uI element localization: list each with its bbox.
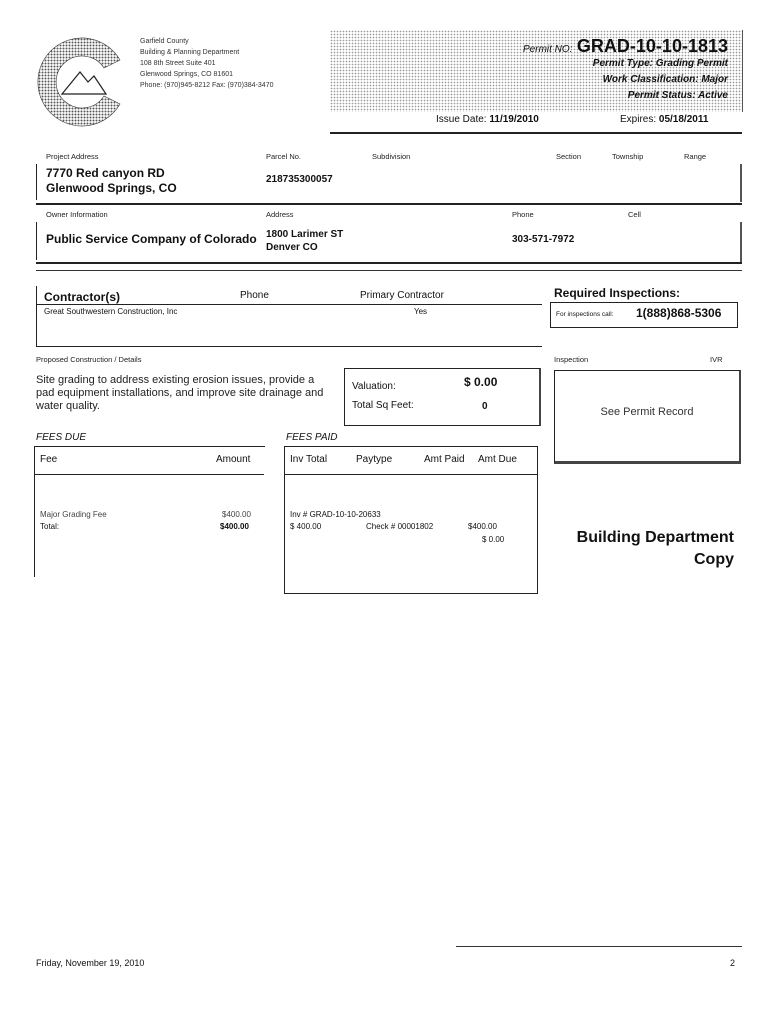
owner-divider [36, 262, 742, 264]
expires [620, 114, 708, 125]
fees-paid-box [284, 446, 538, 594]
org-phone: Phone: (970)945-8212 Fax: (970)384-3470 [140, 82, 274, 89]
permit-type: Permit Type: Grading Permit [592, 58, 728, 69]
owner-address-line1: 1800 Larimer ST [266, 229, 344, 240]
owner-phone: 303-571-7972 [512, 234, 575, 245]
expires-value: 05/18/2011 [658, 114, 709, 125]
owner-cell-label: Cell [628, 210, 641, 219]
issue-date-label: Issue Date: [436, 114, 487, 125]
fees-total-value: $400.00 [220, 522, 249, 531]
valuation-box [344, 368, 541, 426]
fees-paid-title: FEES PAID [286, 432, 338, 443]
header-divider [330, 132, 742, 134]
sqft-value: 0 [482, 401, 488, 412]
range-label: Range [684, 152, 707, 161]
sqft-label: Total Sq Feet: [352, 400, 414, 411]
footer-date: Friday, November 19, 2010 [36, 958, 145, 968]
org-street: 108 8th Street Suite 401 [140, 60, 216, 67]
fees-due-title: FEES DUE [36, 432, 87, 443]
owner-box-right [740, 222, 742, 262]
permit-no-label: Permit NO: [523, 44, 573, 55]
inspection-call-label: For inspections call: [556, 311, 614, 318]
issue-date [436, 114, 539, 125]
address-line2: Glenwood Springs, CO [46, 181, 177, 195]
project-address-label: Project Address [46, 152, 99, 161]
township-label: Township [612, 152, 644, 161]
owner-label: Owner Information [46, 210, 108, 219]
address-line1: 7770 Red canyon RD [46, 166, 165, 180]
county-logo [32, 32, 130, 132]
fees-due-header-rule [34, 474, 264, 475]
copy-stamp-line2: Copy [694, 551, 734, 568]
expires-label: Expires: [620, 114, 657, 125]
contractors-box-edge [36, 286, 37, 346]
invoice-number: Inv # GRAD-10-10-20633 [290, 510, 381, 519]
org-city: Glenwood Springs, CO 81601 [140, 71, 233, 78]
check-number: Check # 00001802 [366, 522, 434, 531]
inv-total-col-label: Inv Total [290, 454, 328, 465]
proposed-label: Proposed Construction / Details [36, 355, 142, 364]
contractor-primary: Yes [414, 307, 428, 316]
fee-item-amount: $400.00 [222, 510, 251, 519]
contractor-name: Great Southwestern Construction, Inc [44, 307, 178, 316]
contractor-phone-label: Phone [240, 290, 269, 301]
subdivision-label: Subdivision [372, 152, 411, 161]
org-name: Garfield County [140, 38, 189, 45]
org-info [140, 36, 273, 91]
section-label: Section [556, 152, 582, 161]
fee-item-name: Major Grading Fee [40, 510, 107, 519]
owner-address [266, 228, 343, 254]
owner-divider-thin [36, 270, 742, 271]
project-box-edge [36, 164, 37, 200]
owner-box-edge [36, 222, 37, 260]
project-box-right [740, 164, 742, 202]
see-permit-record: See Permit Record [600, 406, 694, 418]
copy-stamp [544, 527, 734, 571]
permit-no: GRAD-10-10-1813 [576, 36, 728, 56]
amt-due-col-label: Amt Due [478, 454, 517, 465]
amount-col-label: Amount [216, 454, 251, 465]
amt-paid-col-label: Amt Paid [424, 454, 465, 465]
valuation-label: Valuation: [352, 381, 396, 392]
fee-col-label: Fee [40, 454, 58, 465]
contractors-box-bottom [36, 346, 542, 347]
proposed-text: Site grading to address existing erosion issues, provide a pad equipment installations, and improve site drainage and water quality. [36, 374, 324, 412]
permit-box [330, 30, 743, 112]
amt-due-value: $ 0.00 [482, 535, 505, 544]
contractors-rule [36, 304, 542, 305]
primary-contractor-label: Primary Contractor [360, 290, 444, 301]
project-divider [36, 203, 742, 205]
org-dept: Building & Planning Department [140, 49, 240, 56]
required-inspections-title: Required Inspections: [554, 286, 681, 300]
footer-rule [456, 946, 742, 947]
work-classification: Work Classification: Major [602, 74, 728, 85]
permit-status: Permit Status: Active [627, 90, 728, 101]
parcel-label: Parcel No. [266, 152, 302, 161]
project-address-value [46, 166, 177, 196]
owner-phone-label: Phone [512, 210, 534, 219]
issue-date-value: 11/19/2010 [489, 114, 539, 125]
invoice-total: $ 400.00 [290, 522, 322, 531]
paytype-col-label: Paytype [356, 454, 393, 465]
inspection-label: Inspection [554, 355, 589, 364]
fees-total-label: Total: [40, 522, 60, 531]
parcel-value: 218735300057 [266, 174, 333, 185]
contractors-label: Contractor(s) [44, 290, 121, 304]
page-number: 2 [730, 958, 736, 968]
valuation-value: $ 0.00 [464, 375, 498, 389]
copy-stamp-line1: Building Department [576, 529, 734, 546]
fees-paid-header-rule [284, 474, 538, 475]
ivr-label: IVR [710, 355, 723, 364]
inspection-phone: 1(888)868-5306 [636, 306, 722, 320]
owner-address-line2: Denver CO [266, 242, 318, 253]
amt-paid-value: $400.00 [468, 522, 497, 531]
owner-address-label: Address [266, 210, 294, 219]
owner-name: Public Service Company of Colorado [46, 232, 257, 246]
